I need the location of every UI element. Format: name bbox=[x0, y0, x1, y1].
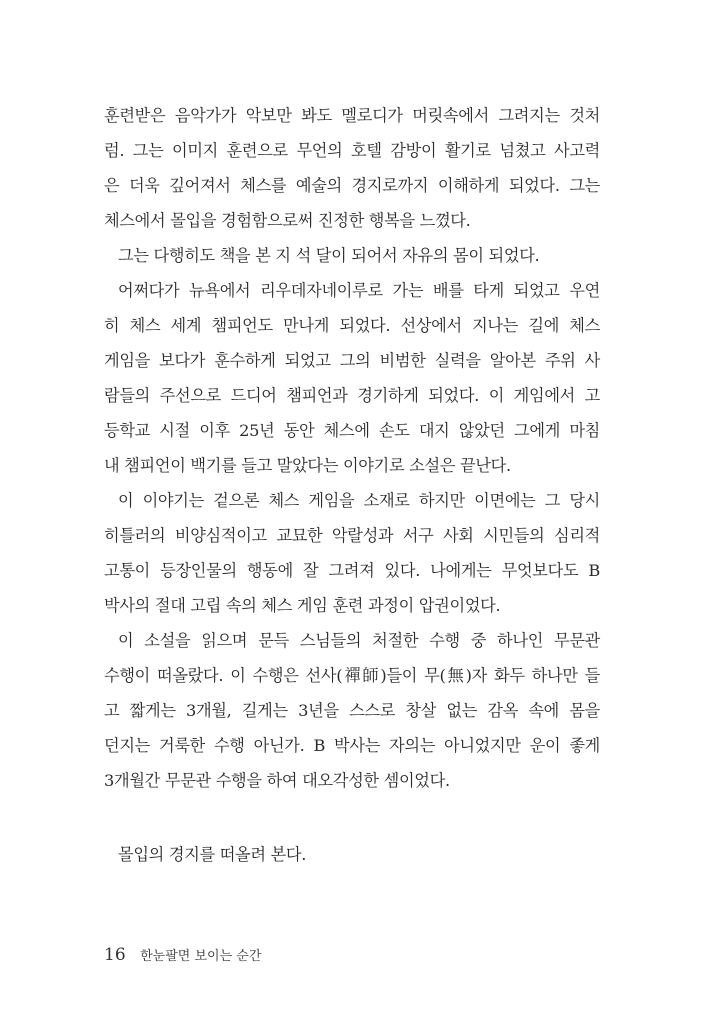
text-line: 체스에서 몰입을 경험함으로써 진정한 행복을 느꼈다. bbox=[104, 211, 471, 230]
text-line: 3개월간 무문관 수행을 하여 대오각성한 셈이었다. bbox=[104, 771, 450, 790]
text-line: 내 챔피언이 백기를 들고 말았다는 이야기로 소설은 끝난다. bbox=[104, 456, 511, 475]
text-line: 게임을 보다가 훈수하게 되었고 그의 비범한 실력을 알아본 주위 사 bbox=[104, 351, 600, 370]
text-line: 고통이 등장인물의 행동에 잘 그려져 있다. 나에게는 무엇보다도 B bbox=[104, 561, 600, 580]
paragraph-start-line: 어쩌다가 뉴욕에서 리우데자네이루로 가는 배를 타게 되었고 우연 bbox=[118, 281, 600, 300]
text-line: 람들의 주선으로 드디어 챔피언과 경기하게 되었다. 이 게임에서 고 bbox=[104, 386, 600, 405]
text-line: 고 짧게는 3개월, 길게는 3년을 스스로 창살 없는 감옥 속에 몸을 bbox=[104, 701, 600, 720]
paragraph-start-line: 이 이야기는 겉으론 체스 게임을 소재로 하지만 이면에는 그 당시 bbox=[118, 491, 600, 510]
paragraph-start-line: 이 소설을 읽으며 문득 스님들의 처절한 수행 중 하나인 무문관 bbox=[118, 631, 600, 650]
paragraph-start-line: 그는 다행히도 책을 본 지 석 달이 되어서 자유의 몸이 되었다. bbox=[118, 246, 540, 265]
body-text bbox=[104, 98, 600, 798]
text-line: 수행이 떠올랐다. 이 수행은 선사(禪師)들이 무(無)자 화두 하나만 들 bbox=[104, 666, 600, 685]
page-footer bbox=[104, 945, 261, 965]
text-line: 히 체스 세계 챔피언도 만나게 되었다. 선상에서 지나는 길에 체스 bbox=[104, 316, 600, 335]
running-title: 한눈팔면 보이는 순간 bbox=[140, 949, 262, 964]
text-line: 등학교 시절 이후 25년 동안 체스에 손도 대지 않았던 그에게 마침 bbox=[104, 421, 600, 440]
closing-line: 몰입의 경지를 떠올려 본다. bbox=[118, 845, 307, 864]
page-number: 16 bbox=[104, 945, 126, 965]
text-line: 훈련받은 음악가가 악보만 봐도 멜로디가 머릿속에서 그려지는 것처 bbox=[104, 106, 600, 125]
text-line: 박사의 절대 고립 속의 체스 게임 훈련 과정이 압권이었다. bbox=[104, 596, 501, 615]
text-line: 럼. 그는 이미지 훈련으로 무언의 호텔 감방이 활기로 넘쳤고 사고력 bbox=[104, 141, 600, 160]
text-line: 던지는 거룩한 수행 아닌가. B 박사는 자의는 아니었지만 운이 좋게 bbox=[104, 736, 600, 755]
text-line: 히틀러의 비양심적이고 교묘한 악랄성과 서구 사회 시민들의 심리적 bbox=[104, 526, 600, 545]
text-line: 은 더욱 깊어져서 체스를 예술의 경지로까지 이해하게 되었다. 그는 bbox=[104, 176, 600, 195]
